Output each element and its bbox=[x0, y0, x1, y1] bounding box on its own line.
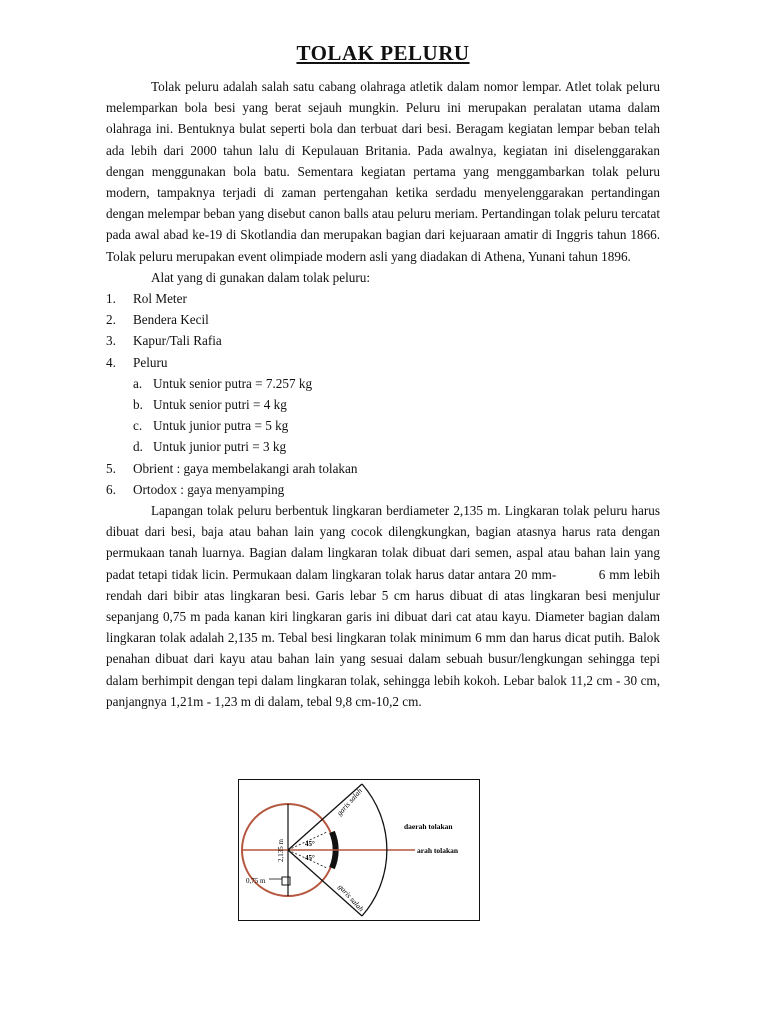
list-text: Ortodox : gaya menyamping bbox=[133, 481, 285, 497]
list-text: Bendera Kecil bbox=[133, 312, 209, 328]
sublist-item bbox=[106, 373, 660, 394]
list-number: 5. bbox=[106, 460, 116, 476]
sublist-letter: a. bbox=[133, 375, 143, 391]
list-number: 3. bbox=[106, 333, 116, 349]
sublist-text: Untuk junior putri = 3 kg bbox=[153, 439, 287, 455]
document-page bbox=[106, 40, 664, 712]
list-item bbox=[106, 288, 660, 309]
sublist-text: Untuk junior putra = 5 kg bbox=[153, 418, 289, 434]
equipment-list bbox=[106, 288, 660, 373]
list-number: 2. bbox=[106, 312, 116, 328]
field-diagram-svg bbox=[239, 780, 478, 919]
label-075: 0,75 m bbox=[246, 877, 266, 885]
equipment-intro: Alat yang di gunakan dalam tolak peluru: bbox=[151, 269, 370, 285]
extension-line-box bbox=[282, 877, 290, 885]
list-text: Peluru bbox=[133, 354, 168, 370]
sublist-item bbox=[106, 394, 660, 415]
list-number: 1. bbox=[106, 291, 116, 307]
label-daerah-tolakan: daerah tolakan bbox=[404, 822, 453, 831]
shot-put-field-diagram bbox=[238, 779, 480, 921]
list-text: Kapur/Tali Rafia bbox=[133, 333, 222, 349]
sublist-letter: b. bbox=[133, 397, 143, 413]
style-list bbox=[106, 458, 660, 500]
label-angle-bottom: 45° bbox=[305, 854, 315, 862]
list-text: Obrient : gaya membelakangi arah tolakan bbox=[133, 460, 358, 476]
sublist-text: Untuk senior putra = 7.257 kg bbox=[153, 375, 313, 391]
label-garis-salah-top: garis salah bbox=[334, 786, 364, 818]
field-paragraph: Lapangan tolak peluru berbentuk lingkaran berdiameter 2,135 m. Lingkaran tolak peluru harus dibuat dari besi, baja atau bahan lain yang cocok dilengkungkan, bagian atasnya harus rata dengan permukaan tanah luarnya. Bagian dalam lingkaran tolak dibuat dari semen, aspal atau bahan lain yang padat tetapi tidak licin. Permukaan dalam lingkaran tolak harus datar antara 20 mm- 6 mm lebih rendah dari bibir atas lingkaran besi. Garis lebar 5 cm harus dibuat di atas lingkaran besi menjulur sepanjang 0,75 m pada kanan kiri lingkaran garis ini dibuat dari cat atau kayu. Diameter bagian dalam lingkaran tolak adalah 2,135 m. Tebal besi lingkaran tolak minimum 6 mm dan harus dicat putih. Balok penahan dibuat dari kayu atau bahan lain yang sesuai dalam sebuah busur/lengkungan sehingga tepi dalam berhimpit dengan tepi dalam lingkaran tolak, sehingga lebih kokoh. Lebar balok 11,2 cm - 30 cm, panjangnya 1,21m - 1,23 m di dalam, tebal 9,8 cm-10,2 cm. bbox=[106, 503, 664, 709]
list-number: 6. bbox=[106, 481, 116, 497]
sublist-text: Untuk senior putri = 4 kg bbox=[153, 397, 287, 413]
list-text: Rol Meter bbox=[133, 291, 187, 307]
intro-paragraph: Tolak peluru adalah salah satu cabang olahraga atletik dalam nomor lempar. Atlet tolak peluru melemparkan bola besi yang berat sejauh mungkin. Peluru ini merupakan peralatan utama dalam olahraga ini. Bentuknya bulat seperti bola dan terbuat dari besi. Beragam kegiatan lempar beban telah ada lebih dari 2000 tahun lalu di Kepulauan Britania. Pada awalnya, kegiatan ini diselenggarakan dengan menggunakan bola batu. Sementara kegiatan pertama yang menggambarkan tolak peluru modern, tampaknya terjadi di zaman pertengahan ketika serdadu menyelenggarakan pertandingan dengan melempar beban yang disebut canon balls atau peluru meriam. Pertandingan tolak peluru tercatat pada awal abad ke-19 di Skotlandia dan merupakan bagian dari kejuaraan amatir di Inggris tahun 1866. Tolak peluru merupakan event olimpiade modern asli yang diadakan di Athena, Yunani tahun 1896. bbox=[106, 79, 660, 264]
sublist-item bbox=[106, 415, 660, 436]
sublist-letter: d. bbox=[133, 439, 143, 455]
list-item bbox=[106, 309, 660, 330]
sublist-letter: c. bbox=[133, 418, 143, 434]
label-angle-top: 45° bbox=[305, 840, 315, 848]
weight-sublist bbox=[106, 373, 660, 458]
label-diameter: 2,135 m bbox=[277, 839, 285, 862]
list-item bbox=[106, 352, 660, 373]
page-title: TOLAK PELURU bbox=[296, 41, 470, 65]
list-item bbox=[106, 330, 660, 351]
list-number: 4. bbox=[106, 354, 116, 370]
list-item bbox=[106, 458, 660, 479]
label-arah-tolakan: arah tolakan bbox=[417, 846, 459, 855]
sublist-item bbox=[106, 436, 660, 457]
label-garis-salah-bottom: garis salah bbox=[336, 882, 366, 914]
list-item bbox=[106, 479, 660, 500]
foul-line-bottom bbox=[288, 850, 362, 916]
